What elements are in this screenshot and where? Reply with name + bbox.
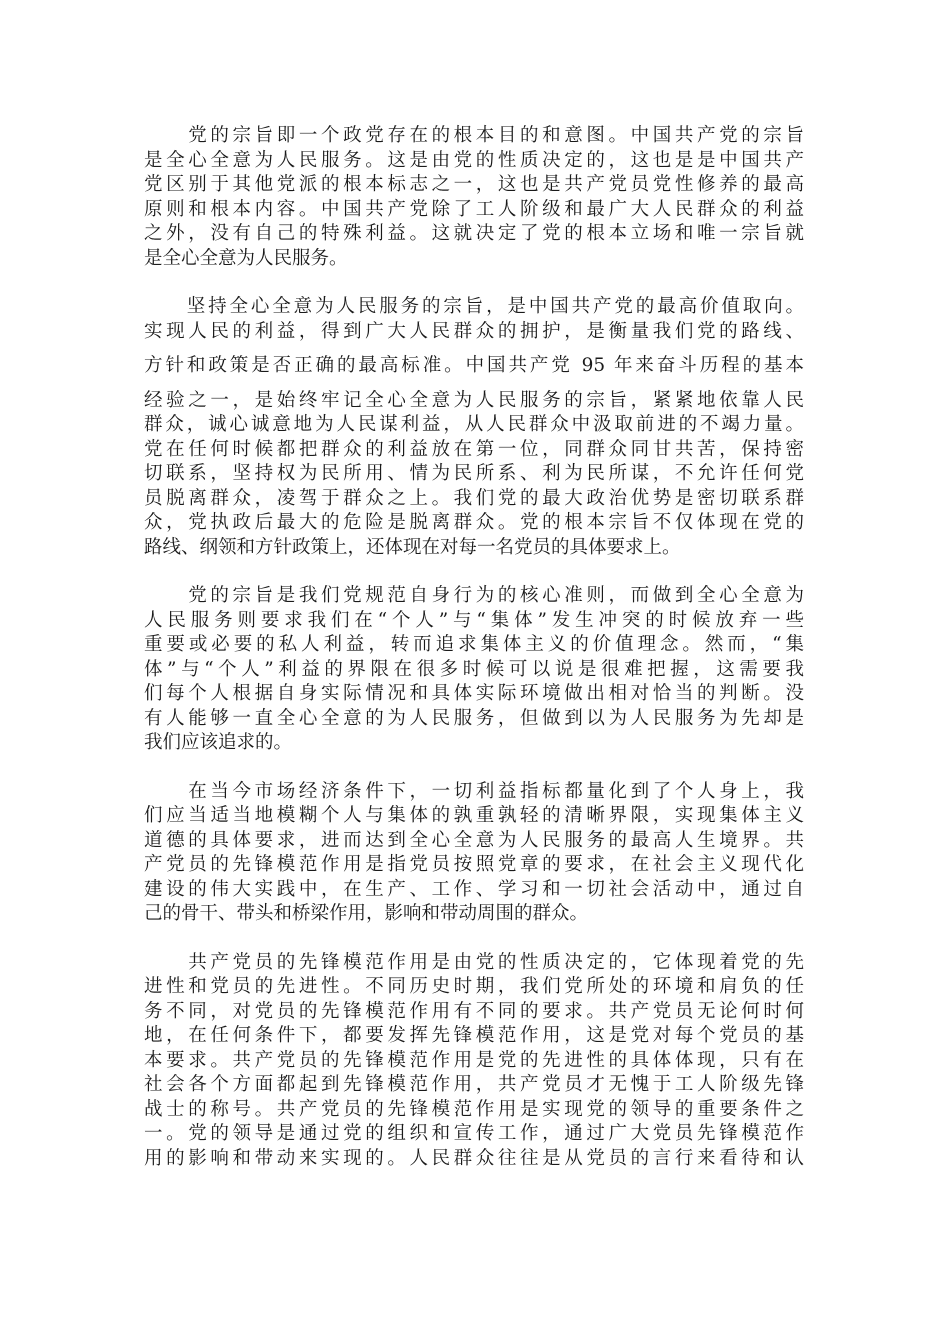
text-line: 战士的称号。共产党员的先锋模范作用是实现党的领导的重要条件之 xyxy=(144,1098,804,1120)
text-line: 用的影响和带动来实现的。人民群众往往是从党员的言行来看待和认 xyxy=(144,1147,804,1169)
text-line: 众，党执政后最大的危险是脱离群众。党的根本宗旨不仅体现在党的 xyxy=(144,512,804,533)
text-line: 实现人民的利益，得到广大人民群众的拥护，是衡量我们党的路线、 xyxy=(144,320,804,342)
text-line: 一。党的领导是通过党的组织和宣传工作，通过广大党员先锋模范作 xyxy=(144,1123,804,1144)
text-line: 路线、纲领和方针政策上，还体现在对每一名党员的具体要求上。 xyxy=(144,536,681,558)
document-body xyxy=(144,124,804,1171)
text-line: 人民服务则要求我们在“个人”与“集体”发生冲突的时候放弃一些 xyxy=(144,609,804,631)
text-line: 本要求。共产党员的先锋模范作用是党的先进性的具体体现，只有在 xyxy=(144,1049,804,1071)
text-line: 是全心全意为人民服务。 xyxy=(144,247,348,269)
text-line: 社会各个方面都起到先锋模范作用，共产党员才无愧于工人阶级先锋 xyxy=(144,1074,804,1095)
paragraph-3 xyxy=(144,584,804,756)
text-line: 们每个人根据自身实际情况和具体实际环境做出相对恰当的判断。没 xyxy=(144,683,804,704)
line-spacer xyxy=(144,344,804,354)
text-line: 党在任何时候都把群众的利益放在第一位，同群众同甘共苦，保持密 xyxy=(144,438,804,460)
text-line: 党区别于其他党派的根本标志之一，这也是共产党员党性修养的最高 xyxy=(144,174,804,195)
text-line: 党的宗旨是我们党规范自身行为的核心准则，而做到全心全意为 xyxy=(144,585,804,606)
paragraph-spacer xyxy=(144,271,804,295)
text-line: 重要或必要的私人利益，转而追求集体主义的价值理念。然而，“集 xyxy=(144,634,804,655)
text-line: 党的宗旨即一个政党存在的根本目的和意图。中国共产党的宗旨 xyxy=(144,125,804,146)
text-line: 坚持全心全意为人民服务的宗旨，是中国共产党的最高价值取向。 xyxy=(144,296,804,317)
paragraph-2 xyxy=(144,295,804,560)
paragraph-spacer xyxy=(144,927,804,951)
text-line: 我们应该追求的。 xyxy=(144,732,293,753)
text-line: 方针和政策是否正确的最高标准。中国共产党 95 年来奋斗历程的基本 xyxy=(144,355,804,376)
paragraph-1 xyxy=(144,124,804,271)
text-line: 之外，没有自己的特殊利益。这就决定了党的根本立场和唯一宗旨就 xyxy=(144,223,804,244)
text-line: 产党员的先锋模范作用是指党员按照党章的要求，在社会主义现代化 xyxy=(144,854,804,875)
text-line: 有人能够一直全心全意的为人民服务，但做到以为人民服务为先却是 xyxy=(144,707,804,729)
text-line: 原则和根本内容。中国共产党除了工人阶级和最广大人民群众的利益 xyxy=(144,198,804,220)
text-line: 己的骨干、带头和桥梁作用，影响和带动周围的群众。 xyxy=(144,903,589,924)
text-line: 们应当适当地模糊个人与集体的孰重孰轻的清晰界限，实现集体主义 xyxy=(144,805,804,826)
text-line: 建设的伟大实践中，在生产、工作、学习和一切社会活动中，通过自 xyxy=(144,878,804,900)
paragraph-spacer xyxy=(144,560,804,584)
text-line: 经验之一，是始终牢记全心全意为人民服务的宗旨，紧紧地依靠人民 xyxy=(144,389,804,411)
line-spacer xyxy=(144,379,804,389)
paragraph-5 xyxy=(144,951,804,1172)
text-line: 务不同，对党员的先锋模范作用有不同的要求。共产党员无论何时何 xyxy=(144,1000,804,1022)
text-line: 员脱离群众，凌驾于群众之上。我们党的最大政治优势是密切联系群 xyxy=(144,487,804,509)
text-line: 道德的具体要求，进而达到全心全意为人民服务的最高人生境界。共 xyxy=(144,829,804,851)
text-line: 群众，诚心诚意地为人民谋利益，从人民群众中汲取前进的不竭力量。 xyxy=(144,414,804,435)
text-line: 进性和党员的先进性。不同历史时期，我们党所处的环境和肩负的任 xyxy=(144,976,804,997)
text-line: 在当今市场经济条件下，一切利益指标都量化到了个人身上，我 xyxy=(144,780,804,802)
paragraph-4 xyxy=(144,780,804,927)
text-line: 体”与“个人”利益的界限在很多时候可以说是很难把握，这需要我 xyxy=(144,658,804,680)
paragraph-spacer xyxy=(144,756,804,780)
text-line: 切联系，坚持权为民所用、情为民所系、利为民所谋，不允许任何党 xyxy=(144,463,804,484)
text-line: 地，在任何条件下，都要发挥先锋模范作用，这是党对每个党员的基 xyxy=(144,1025,804,1046)
text-line: 是全心全意为人民服务。这是由党的性质决定的，这也是是中国共产 xyxy=(144,149,804,171)
text-line: 共产党员的先锋模范作用是由党的性质决定的，它体现着党的先 xyxy=(144,951,804,973)
